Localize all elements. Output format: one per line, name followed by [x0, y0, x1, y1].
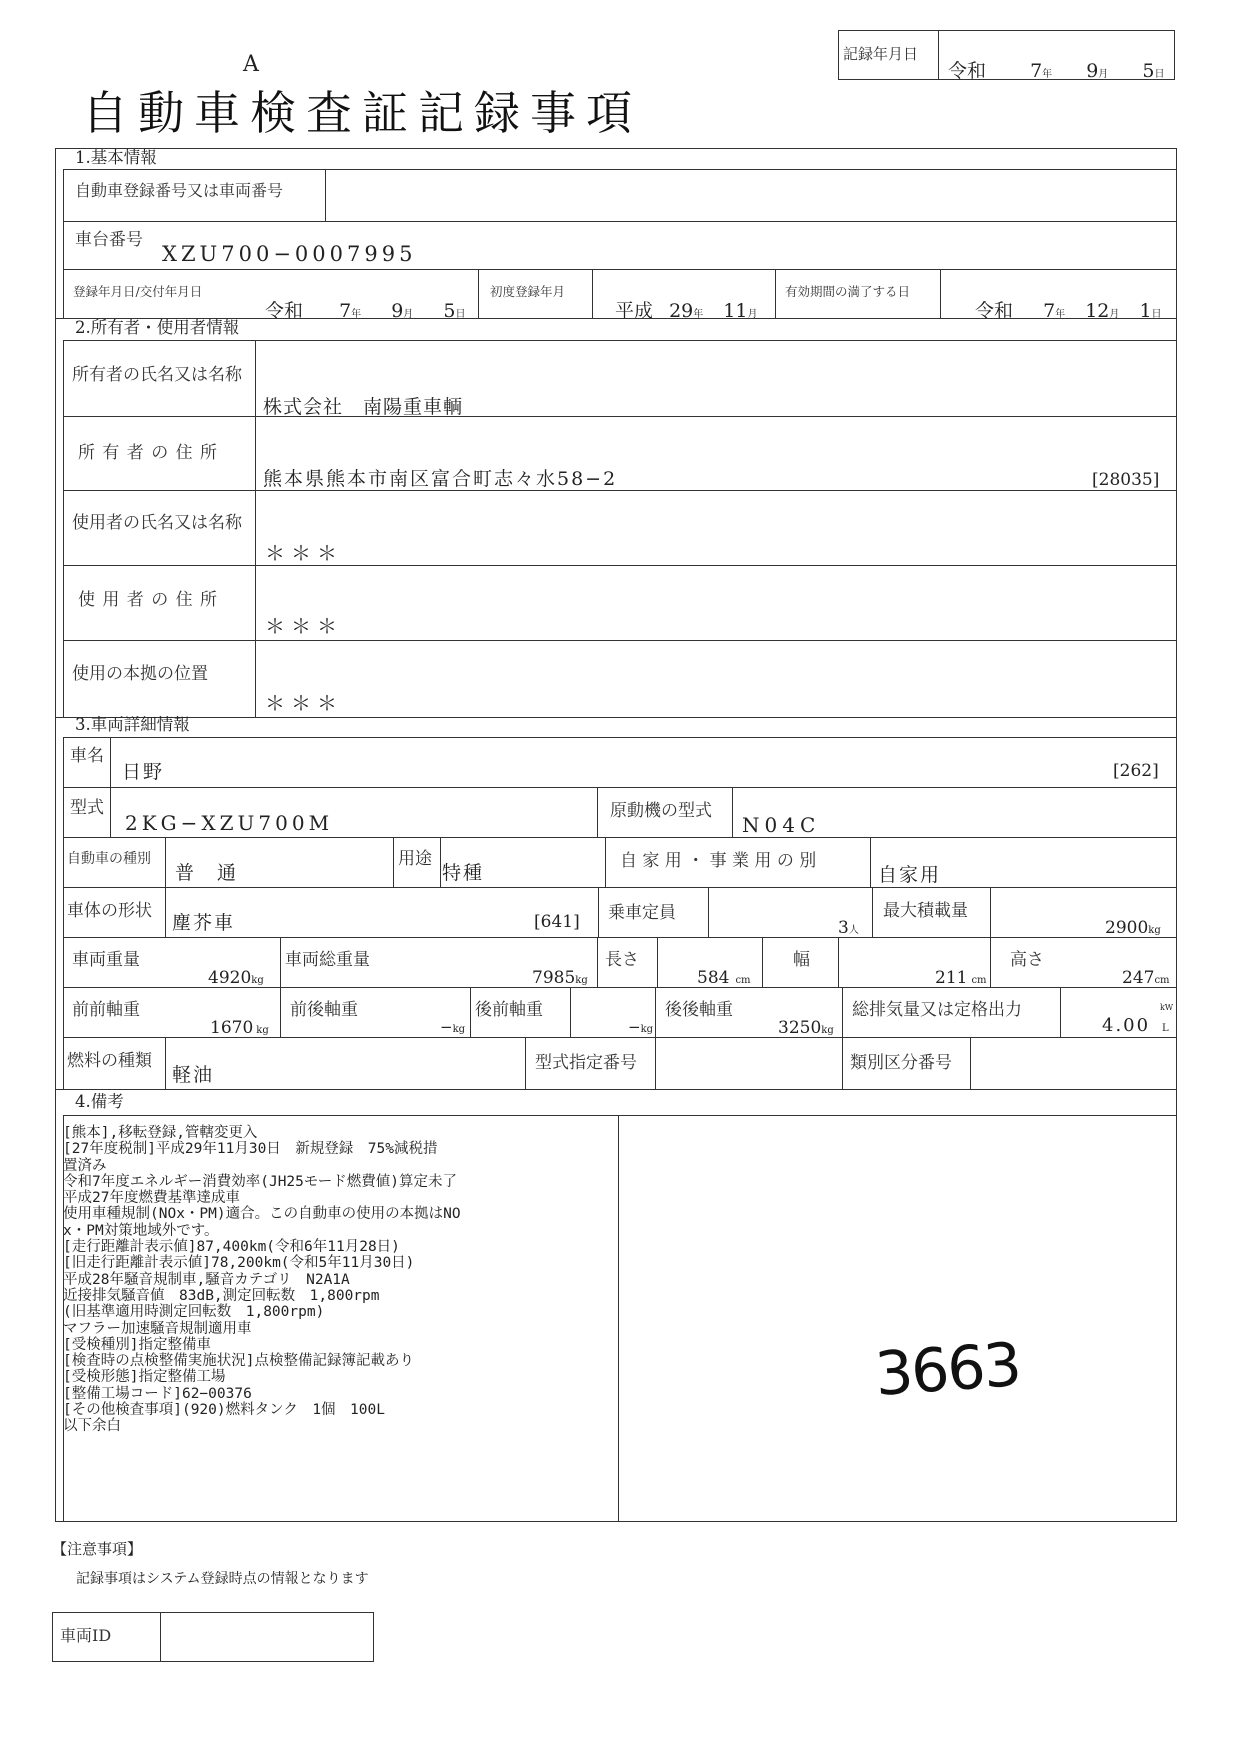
- ff-axle-label: 前前軸重: [72, 1000, 140, 1020]
- section4-title: 4.備考: [75, 1092, 124, 1111]
- width-value: 211 cm: [935, 968, 987, 988]
- body-shape-code: [641]: [534, 912, 580, 932]
- remarks-line: [27年度税制]平成29年11月30日 新規登録 75%減税措: [63, 1141, 438, 1158]
- reg-number-label: 自動車登録番号又は車両番号: [75, 181, 284, 200]
- displacement-unit-top: kW: [1160, 1003, 1174, 1012]
- remarks-line: 平成27年度燃費基準達成車: [63, 1190, 240, 1207]
- max-load-value: 2900kg: [1105, 918, 1161, 938]
- car-name-label: 車名: [70, 746, 104, 766]
- user-name-value: ＊＊＊: [265, 541, 343, 565]
- record-date-label: 記録年月日: [843, 45, 919, 63]
- width-label: 幅: [793, 950, 810, 970]
- private-commercial-label: 自 家 用 ・ 事 業 用 の 別: [620, 851, 817, 871]
- usage-label: 用途: [398, 849, 432, 869]
- length-value: 584 cm: [697, 968, 751, 988]
- gross-weight-label: 車両総重量: [285, 950, 370, 970]
- remarks-list: [63, 1125, 623, 1435]
- form-mark: A: [243, 52, 259, 77]
- capacity-label: 乗車定員: [608, 903, 676, 923]
- fr-axle-label: 前後軸重: [290, 1000, 358, 1020]
- model-label: 型式: [70, 798, 104, 818]
- remarks-line: [旧走行距離計表示値]78,200km(令和5年11月30日): [63, 1255, 415, 1272]
- record-date-value: 令和 7年 9月 5日: [948, 60, 1165, 82]
- expiry-label: 有効期間の満了する日: [785, 284, 911, 299]
- remarks-line: (旧基準適用時測定回転数 1,800rpm): [63, 1304, 325, 1321]
- remarks-line: 以下余白: [63, 1418, 121, 1435]
- owner-address-value: 熊本県熊本市南区富合町志々水58−2: [263, 468, 618, 490]
- section2-title: 2.所有者・使用者情報: [75, 318, 240, 337]
- max-load-label: 最大積載量: [883, 901, 968, 921]
- remarks-line: 置済み: [63, 1157, 107, 1174]
- car-name-value: 日野: [122, 761, 165, 783]
- chassis-value: XZU700−0007995: [162, 242, 417, 266]
- notes-title: 【注意事項】: [52, 1540, 143, 1558]
- fr-axle-value: −kg: [440, 1018, 466, 1036]
- rf-axle-value: −kg: [628, 1018, 654, 1036]
- height-value: 247cm: [1122, 968, 1170, 988]
- vehicle-type-value: 普 通: [175, 862, 239, 884]
- remarks-line: [受検種別]指定整備車: [63, 1336, 211, 1353]
- capacity-value: 3人: [838, 918, 859, 938]
- displacement-value: 4.00: [1102, 1015, 1151, 1036]
- ff-axle-value: 1670 kg: [210, 1018, 269, 1038]
- vehicle-id-label: 車両ID: [60, 1626, 112, 1645]
- remarks-line: [受検形態]指定整備工場: [63, 1369, 226, 1386]
- gross-weight-value: 7985kg: [532, 968, 588, 988]
- private-commercial-value: 自家用: [878, 864, 942, 886]
- rr-axle-label: 後後軸重: [665, 1000, 733, 1020]
- car-name-code: [262]: [1113, 761, 1159, 781]
- engine-model-value: N04C: [742, 813, 821, 837]
- vehicle-type-label: 自動車の種別: [67, 851, 151, 867]
- model-value: 2KG−XZU700M: [125, 811, 334, 835]
- remarks-line: [検査時の点検整備実施状況]点検整備記録簿記載あり: [63, 1353, 414, 1370]
- displacement-unit-bottom: L: [1162, 1023, 1169, 1034]
- engine-model-label: 原動機の型式: [610, 801, 712, 821]
- body-shape-label: 車体の形状: [67, 901, 152, 921]
- owner-address-label: 所 有 者 の 住 所: [78, 443, 219, 463]
- remarks-line: 平成28年騒音規制車,騒音カテゴリ N2A1A: [63, 1271, 350, 1288]
- expiry-value: 令和 7年 12月 1日: [975, 300, 1162, 322]
- remarks-line: [熊本],移転登録,管轄変更入: [63, 1125, 258, 1141]
- first-reg-value: 平成 29年 11月: [615, 300, 758, 322]
- remarks-line: マフラー加速騒音規制適用車: [63, 1320, 252, 1337]
- user-address-value: ＊＊＊: [265, 614, 343, 638]
- notes-text: 記録事項はシステム登録時点の情報となります: [76, 1571, 369, 1587]
- reg-date-label: 登録年月日/交付年月日: [73, 284, 203, 299]
- fuel-value: 軽油: [172, 1064, 215, 1086]
- first-reg-label: 初度登録年月: [490, 284, 566, 299]
- remarks-line: 使用車種規制(NOx・PM)適合。この自動車の使用の本拠はNO: [63, 1206, 461, 1223]
- type-designation-label: 型式指定番号: [535, 1053, 637, 1073]
- rf-axle-label: 後前軸重: [475, 1000, 543, 1020]
- remarks-line: 令和7年度エネルギー消費効率(JH25モード燃費値)算定未了: [63, 1173, 458, 1190]
- user-address-label: 使 用 者 の 住 所: [78, 590, 219, 610]
- weight-value: 4920kg: [208, 968, 264, 988]
- class-number-label: 類別区分番号: [850, 1053, 952, 1073]
- owner-name-label: 所有者の氏名又は名称: [72, 365, 242, 385]
- user-name-label: 使用者の氏名又は名称: [72, 513, 242, 533]
- length-label: 長さ: [605, 950, 639, 970]
- owner-address-code: [28035]: [1092, 470, 1160, 490]
- remarks-line: [整備工場コード]62−00376: [63, 1385, 252, 1402]
- handwritten-number: 3663: [872, 1330, 1022, 1410]
- section1-title: 1.基本情報: [75, 148, 157, 167]
- base-location-label: 使用の本拠の位置: [72, 664, 208, 684]
- displacement-label: 総排気量又は定格出力: [852, 1000, 1022, 1020]
- rr-axle-value: 3250kg: [778, 1018, 834, 1038]
- page-title: 自動車検査証記録事項: [82, 86, 642, 140]
- remarks-line: [走行距離計表示値]87,400km(令和6年11月28日): [63, 1239, 400, 1256]
- remarks-line: [その他検査事項](920)燃料タンク 1個 100L: [63, 1402, 385, 1419]
- section3-title: 3.車両詳細情報: [75, 715, 190, 734]
- base-location-value: ＊＊＊: [265, 691, 343, 715]
- owner-name-value: 株式会社 南陽重車輌: [263, 396, 464, 418]
- height-label: 高さ: [1010, 950, 1044, 970]
- body-shape-value: 塵芥車: [172, 912, 236, 934]
- remarks-line: x・PM対策地域外です。: [63, 1222, 219, 1239]
- chassis-label: 車台番号: [75, 230, 143, 250]
- usage-value: 特種: [442, 862, 485, 884]
- fuel-label: 燃料の種類: [67, 1051, 152, 1071]
- remarks-line: 近接排気騒音値 83dB,測定回転数 1,800rpm: [63, 1287, 380, 1304]
- reg-date-value: 令和 7年 9月 5日: [265, 300, 466, 322]
- weight-label: 車両重量: [72, 950, 140, 970]
